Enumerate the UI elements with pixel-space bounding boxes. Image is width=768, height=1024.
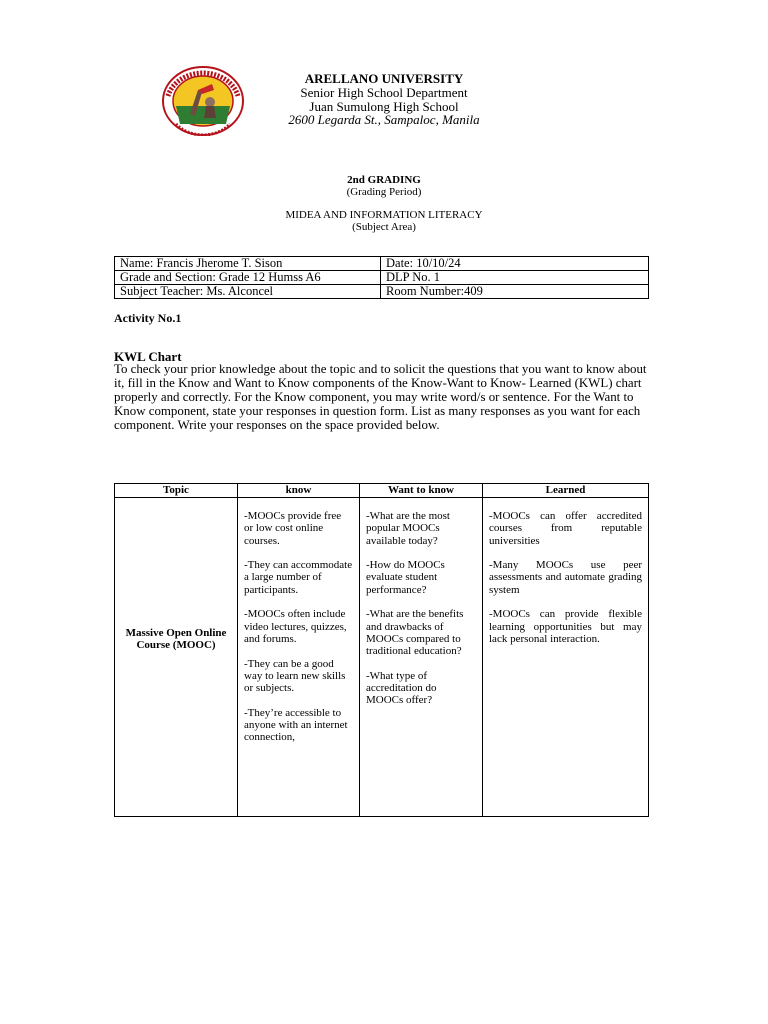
student-info-table [114,256,649,299]
list-item: -MOOCs often include video lectures, quizzes, and forums. [244,608,347,645]
student-name: Name: Francis Jherome T. Sison [115,257,381,271]
letterhead [260,71,508,127]
date: Date: 10/10/24 [381,257,649,271]
header-learned: Learned [483,484,649,498]
kwl-instructions: To check your prior knowledge about the topic and to solicit the questions that you want to know about it, fill in the Know and Want to Know components of the Know-Want to Know- Learned (KWL) chart properly and correctly. For the Know component, you may write word/s or sentence. For the Want to Know component, state your responses in question form. List as many responses as you want for each component. Write your responses on the space provided below. [114,362,647,432]
list-item: -Many MOOCs use peer assessments and automate grading system [489,559,642,596]
topic-cell: Massive Open Online Course (MOOC) [115,498,238,817]
dlp-number: DLP No. 1 [381,271,649,285]
want-to-know-cell [360,498,483,817]
school-name: Juan Sumulong High School [309,98,459,114]
list-item: -How do MOOCs evaluate student performance? [366,559,445,596]
list-item: -What are the most popular MOOCs available today? [366,510,450,547]
grading-caption: (Grading Period) [346,186,422,198]
university-seal-logo [162,66,244,136]
kwl-title: KWL Chart [114,349,182,364]
table-row [115,498,649,817]
table-row [115,257,649,271]
university-name: ARELLANO UNIVERSITY [304,71,464,86]
list-item: -What type of accreditation do MOOCs offer? [366,669,437,707]
table-row [115,271,649,285]
subject-title: MIDEA AND INFORMATION LITERACY [285,209,483,221]
list-item: -They can be a good way to learn new skills or subjects. [244,657,346,695]
grade-section: Grade and Section: Grade 12 Humss A6 [115,271,381,285]
subject-caption: (Subject Area) [352,221,416,233]
list-item: -What are the benefits and drawbacks of MOOCs compared to traditional education? [366,608,464,658]
header-know: know [238,484,360,498]
list-item: -They can accommodate a large number of participants. [244,559,353,596]
learned-cell [483,498,649,817]
room-number: Room Number:409 [381,285,649,299]
department-name: Senior High School Department [300,85,468,100]
table-header-row [115,484,649,498]
activity-label: Activity No.1 [114,311,182,325]
header-want-to-know: Want to know [360,484,483,498]
table-row [115,285,649,299]
kwl-chart-table [114,483,649,817]
subject-teacher: Subject Teacher: Ms. Alconcel [115,285,381,299]
list-item: -They’re accessible to anyone with an internet connection, [244,706,348,744]
list-item: -MOOCs can provide flexible learning opportunities but may lack personal interaction. [489,608,642,645]
grading-period-block [114,174,654,198]
list-item: -MOOCs can offer accredited courses from reputable universities [489,510,642,547]
subject-area-block [114,209,654,233]
school-address: 2600 Legarda St., Sampaloc, Manila [288,112,480,127]
grading-title: 2nd GRADING [347,174,421,186]
know-cell [238,498,360,817]
header-topic: Topic [115,484,238,498]
list-item: -MOOCs provide free or low cost online courses. [244,510,342,547]
